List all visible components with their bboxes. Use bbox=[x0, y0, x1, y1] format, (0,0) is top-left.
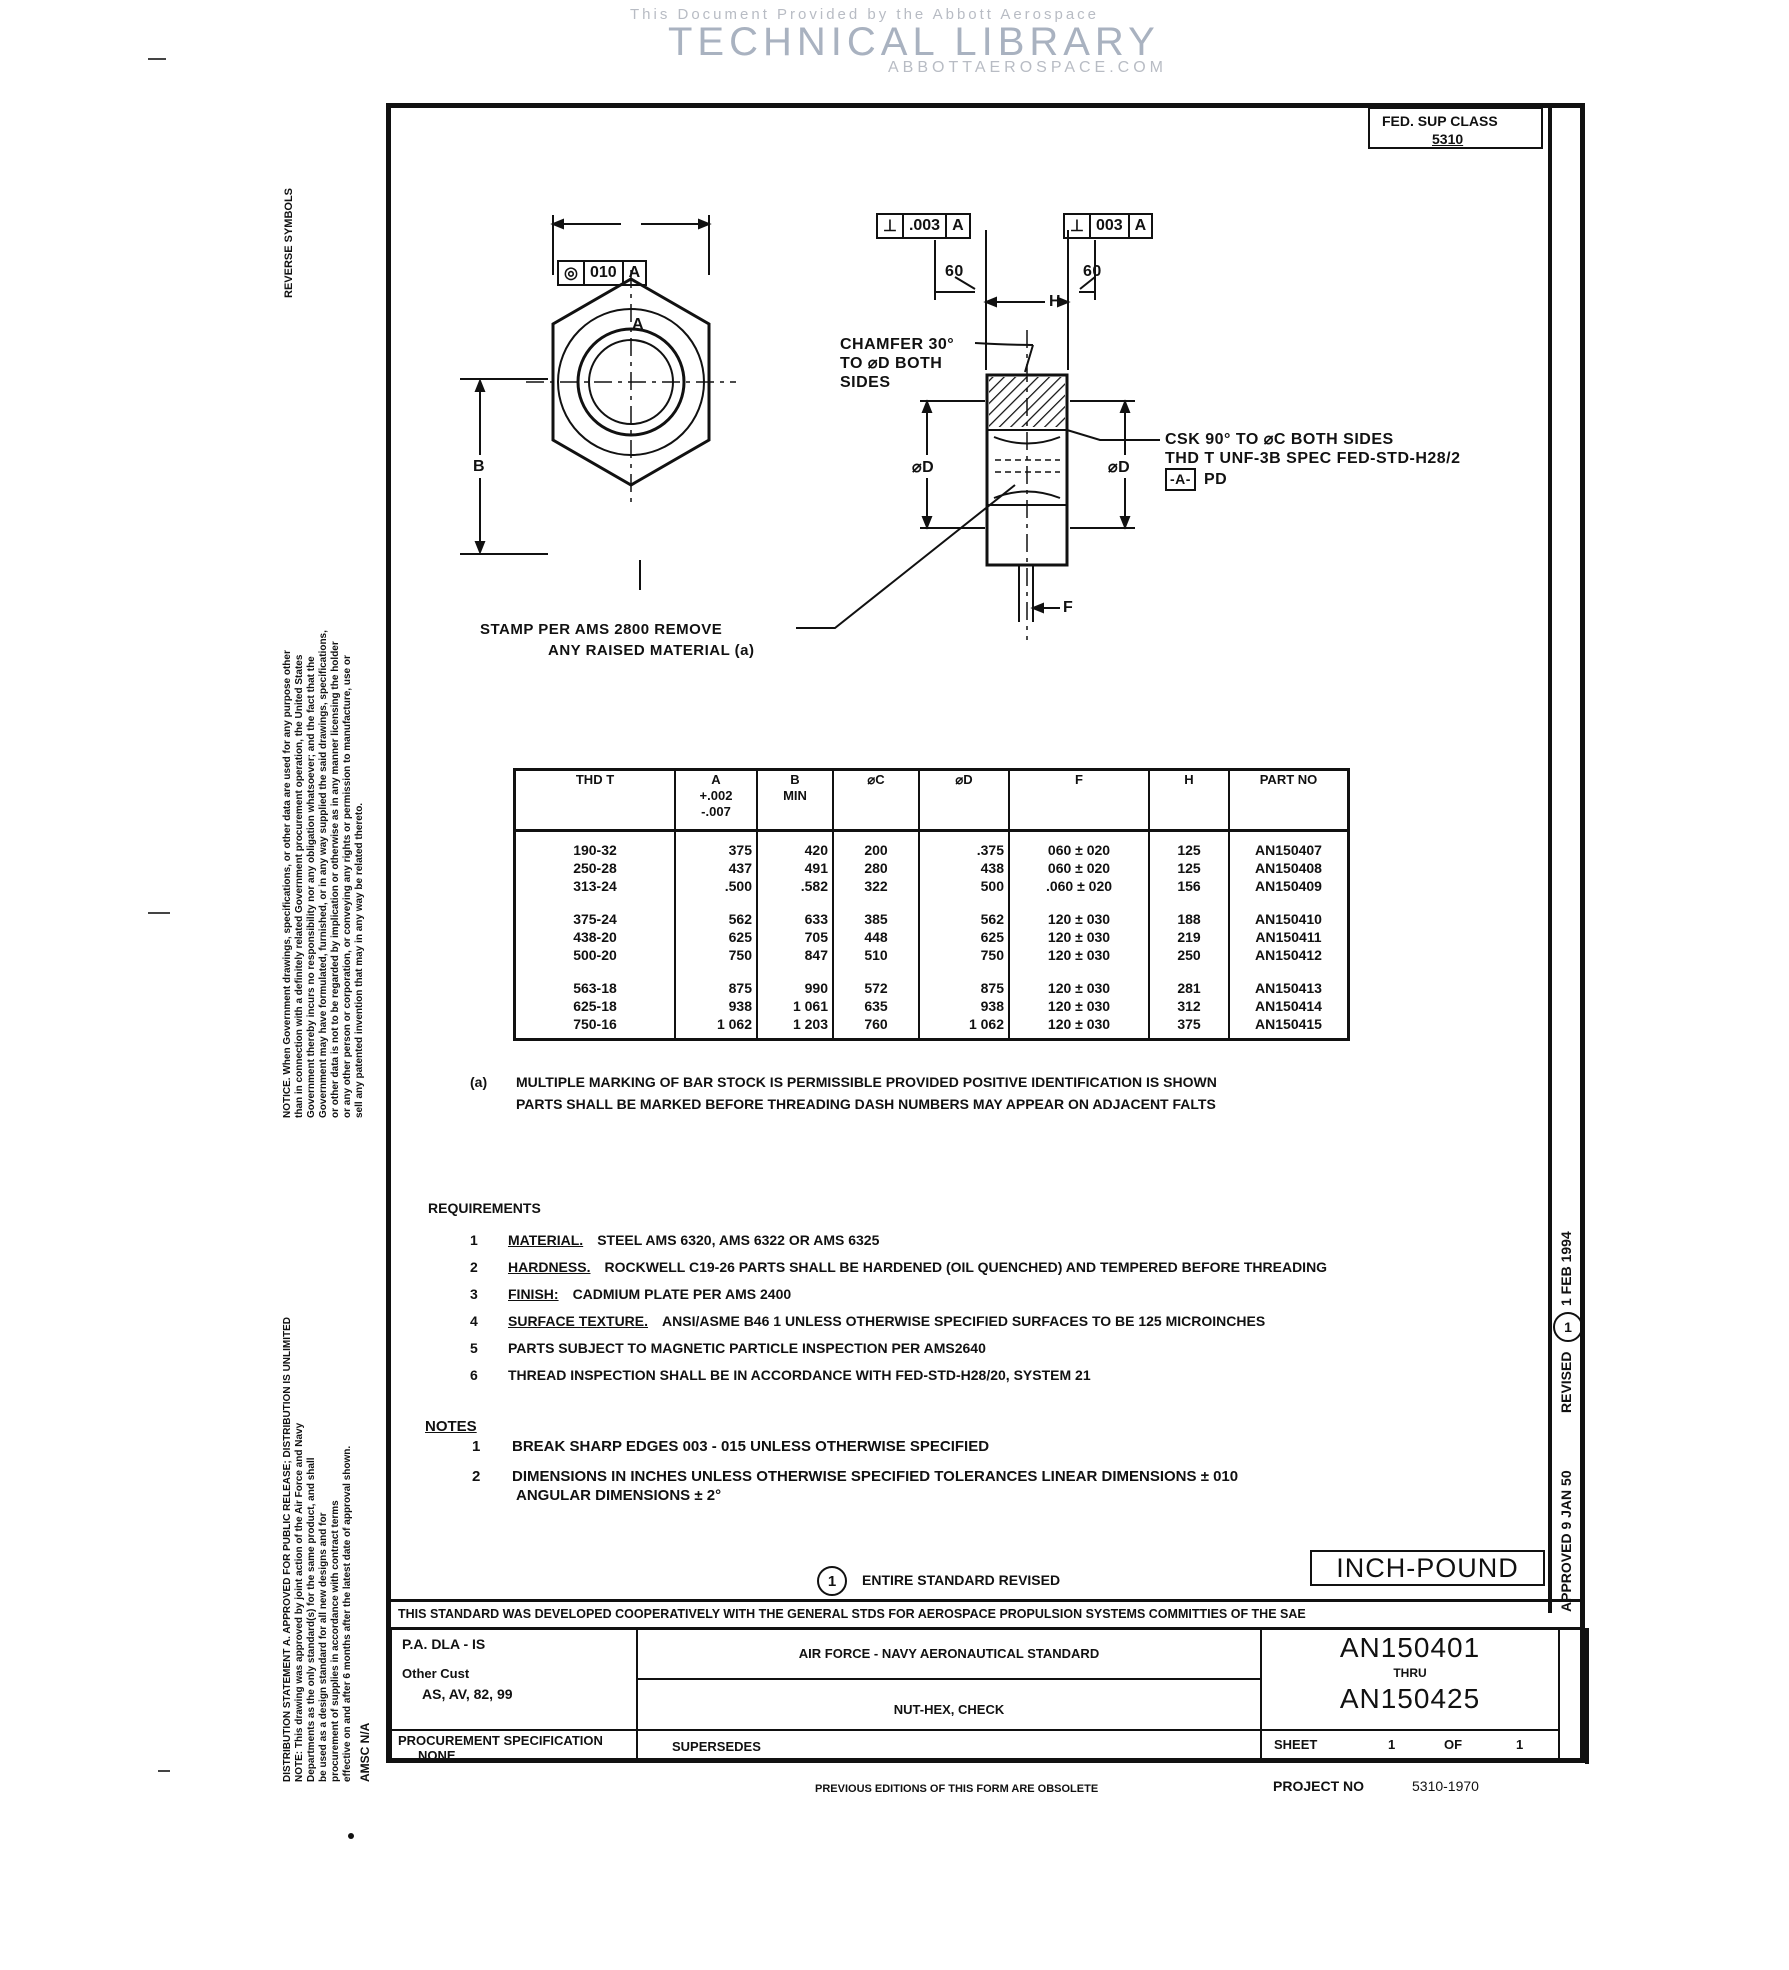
table-cell: 385 bbox=[833, 910, 919, 928]
table-cell: .500 bbox=[675, 877, 757, 910]
distribution-line: Departments as the only standard(s) for the same product, and shall bbox=[306, 1457, 317, 1782]
title-block-pa bbox=[390, 1628, 638, 1731]
concentricity-icon: ◎ bbox=[559, 262, 585, 284]
inch-pound-box: INCH-POUND bbox=[1310, 1550, 1545, 1586]
distribution-line: NOTE: This drawing was approved by joint action of the Air Force and Navy bbox=[294, 1422, 305, 1782]
table-cell: 125 bbox=[1149, 831, 1229, 860]
table-cell: 625 bbox=[675, 928, 757, 946]
table-cell: 625-18 bbox=[515, 997, 676, 1015]
title-block-number bbox=[1260, 1628, 1560, 1731]
table-cell: AN150412 bbox=[1229, 946, 1349, 979]
requirement-item bbox=[470, 1286, 791, 1302]
table-row bbox=[515, 997, 1349, 1015]
requirement-text: CADMIUM PLATE PER AMS 2400 bbox=[572, 1286, 792, 1302]
title-block-title bbox=[636, 1678, 1262, 1731]
chamfer-note-line: CHAMFER 30° bbox=[840, 336, 955, 353]
col-header-a: A +.002 -.007 bbox=[675, 770, 757, 831]
col-header-f: F bbox=[1009, 770, 1149, 831]
org-label: AIR FORCE - NAVY AERONAUTICAL STANDARD bbox=[798, 1646, 1100, 1661]
requirement-number: 3 bbox=[470, 1286, 478, 1302]
table-cell: 120 ± 030 bbox=[1009, 997, 1149, 1015]
table-cell: 188 bbox=[1149, 910, 1229, 928]
requirement-text: PARTS SUBJECT TO MAGNETIC PARTICLE INSPECTION PER AMS2640 bbox=[508, 1340, 986, 1356]
csk-note-line: CSK 90° TO ⌀C BOTH SIDES bbox=[1165, 431, 1394, 448]
table-cell: 1 062 bbox=[919, 1015, 1009, 1040]
stamp-note-line: ANY RAISED MATERIAL (a) bbox=[548, 642, 755, 659]
dim-a-label: A bbox=[632, 316, 645, 333]
dim-f-label: F bbox=[1063, 599, 1074, 616]
pa-label: P.A. DLA - IS bbox=[402, 1636, 486, 1652]
fcf-perpendicularity-right bbox=[1063, 213, 1153, 239]
revision-note: ENTIRE STANDARD REVISED bbox=[862, 1572, 1061, 1588]
fcf-concentricity bbox=[557, 260, 647, 286]
table-row bbox=[515, 928, 1349, 946]
notice-line: Government thereby incurs no responsibility nor any obligation whatsoever; and the fact that the bbox=[306, 656, 317, 1118]
watermark-title: TECHNICAL LIBRARY bbox=[668, 20, 1160, 64]
fcf-perpendicularity-left bbox=[876, 213, 971, 239]
requirement-text: ROCKWELL C19-26 PARTS SHALL BE HARDENED (OIL QUENCHED) AND TEMPERED BEFORE THREADING bbox=[604, 1259, 1328, 1275]
datum-a-box: -A- bbox=[1165, 468, 1196, 491]
fcf-datum: A bbox=[628, 264, 641, 281]
revision-circle: 1 bbox=[1553, 1312, 1583, 1342]
table-cell: 572 bbox=[833, 979, 919, 997]
document-title: NUT-HEX, CHECK bbox=[893, 1702, 1005, 1717]
chamfer-note-line: SIDES bbox=[840, 374, 891, 391]
sheet-total: 1 bbox=[1516, 1737, 1524, 1752]
table-cell: 875 bbox=[919, 979, 1009, 997]
table-cell: AN150407 bbox=[1229, 831, 1349, 860]
note-a-line1: MULTIPLE MARKING OF BAR STOCK IS PERMISSIBLE PROVIDED POSITIVE IDENTIFICATION IS SHOWN bbox=[516, 1074, 1217, 1090]
requirement-text: STEEL AMS 6320, AMS 6322 OR AMS 6325 bbox=[597, 1232, 880, 1248]
reverse-symbols-label: REVERSE SYMBOLS bbox=[283, 187, 295, 298]
proc-spec-value: NONE bbox=[418, 1748, 456, 1763]
table-cell: 120 ± 030 bbox=[1009, 946, 1149, 979]
of-label: OF bbox=[1444, 1737, 1463, 1752]
col-header-part-no: PART NO bbox=[1229, 770, 1349, 831]
fcf-datum: A bbox=[952, 217, 964, 234]
table-cell: 633 bbox=[757, 910, 833, 928]
project-number: 5310-1970 bbox=[1412, 1778, 1479, 1794]
cust-list: AS, AV, 82, 99 bbox=[422, 1686, 513, 1702]
fcf-value: .003 bbox=[904, 215, 947, 237]
col-header-c: ⌀C bbox=[833, 770, 919, 831]
table-cell: 750-16 bbox=[515, 1015, 676, 1040]
table-cell: 1 062 bbox=[675, 1015, 757, 1040]
table-cell: AN150413 bbox=[1229, 979, 1349, 997]
requirement-text: THREAD INSPECTION SHALL BE IN ACCORDANCE WITH FED-STD-H28/20, SYSTEM 21 bbox=[508, 1367, 1091, 1383]
table-cell: 312 bbox=[1149, 997, 1229, 1015]
table-row bbox=[515, 831, 1349, 860]
note-text-cont: ANGULAR DIMENSIONS ± 2° bbox=[516, 1487, 722, 1504]
table-cell: 060 ± 020 bbox=[1009, 859, 1149, 877]
notice-line: Government may have formulated, furnished, or in any way supplied the said drawings, specifications, bbox=[318, 630, 329, 1118]
table-cell: 491 bbox=[757, 859, 833, 877]
table-cell: 990 bbox=[757, 979, 833, 997]
note-text: BREAK SHARP EDGES 003 - 015 UNLESS OTHERWISE SPECIFIED bbox=[512, 1438, 990, 1455]
other-cust-label: Other Cust bbox=[402, 1666, 470, 1681]
table-cell: 120 ± 030 bbox=[1009, 1015, 1149, 1040]
table-cell: 760 bbox=[833, 1015, 919, 1040]
fcf-datum: A bbox=[1134, 217, 1147, 234]
table-cell: 190-32 bbox=[515, 831, 676, 860]
fcf-value: 003 bbox=[1091, 215, 1130, 237]
table-cell: 635 bbox=[833, 997, 919, 1015]
notice-line: sell any patented invention that may in any way be related thereto. bbox=[354, 802, 365, 1118]
requirement-number: 4 bbox=[470, 1313, 478, 1329]
requirement-key: HARDNESS. bbox=[508, 1259, 591, 1275]
project-label: PROJECT NO bbox=[1273, 1778, 1365, 1794]
table-cell: AN150409 bbox=[1229, 877, 1349, 910]
requirement-number: 6 bbox=[470, 1367, 478, 1383]
sheet-number: 1 bbox=[1388, 1737, 1396, 1752]
csk-note-line: THD T UNF-3B SPEC FED-STD-H28/2 bbox=[1165, 450, 1461, 467]
col-header-d: ⌀D bbox=[919, 770, 1009, 831]
divider bbox=[390, 1599, 1585, 1602]
table-cell: 420 bbox=[757, 831, 833, 860]
revised-date: 1 FEB 1994 bbox=[1558, 1231, 1574, 1306]
fcf-value: 010 bbox=[585, 262, 624, 284]
table-cell: AN150410 bbox=[1229, 910, 1349, 928]
table-cell: AN150414 bbox=[1229, 997, 1349, 1015]
notes-title: NOTES bbox=[425, 1418, 477, 1435]
table-cell: 322 bbox=[833, 877, 919, 910]
notice-line: than in connection with a definitely related Government procurement operation, the United States bbox=[294, 654, 305, 1118]
requirement-item bbox=[470, 1313, 1265, 1329]
frame-edge bbox=[1585, 1628, 1589, 1764]
col-header-h: H bbox=[1149, 770, 1229, 831]
amsc-label: AMSC N/A bbox=[358, 1722, 372, 1782]
table-cell: 875 bbox=[675, 979, 757, 997]
table-cell: AN150415 bbox=[1229, 1015, 1349, 1040]
table-cell: 705 bbox=[757, 928, 833, 946]
table-cell: 1 203 bbox=[757, 1015, 833, 1040]
doc-number-to: AN150425 bbox=[1339, 1683, 1481, 1714]
watermark-line1: This Document Provided by the Abbott Aerospace bbox=[630, 6, 1100, 23]
table-row bbox=[515, 910, 1349, 928]
table-cell: 938 bbox=[919, 997, 1009, 1015]
approved-date: APPROVED 9 JAN 50 bbox=[1558, 1470, 1574, 1612]
table-cell: 437 bbox=[675, 859, 757, 877]
title-block-supersedes bbox=[636, 1729, 1262, 1763]
table-cell: 562 bbox=[675, 910, 757, 928]
table-cell: 120 ± 030 bbox=[1009, 928, 1149, 946]
table-row bbox=[515, 979, 1349, 997]
note-number: 1 bbox=[472, 1438, 481, 1455]
table-cell: 750 bbox=[919, 946, 1009, 979]
requirement-text: ANSI/ASME B46 1 UNLESS OTHERWISE SPECIFIED SURFACES TO BE 125 MICROINCHES bbox=[662, 1313, 1266, 1329]
distribution-line: procurement of supplies in accordance with contract terms bbox=[330, 1500, 341, 1782]
requirement-item bbox=[470, 1259, 1327, 1275]
table-cell: 448 bbox=[833, 928, 919, 946]
proc-spec-label: PROCUREMENT SPECIFICATION bbox=[398, 1733, 603, 1748]
chamfer-note bbox=[840, 335, 954, 392]
table-cell: 500-20 bbox=[515, 946, 676, 979]
notice-line: NOTICE. When Government drawings, specifications, or other data are used for any purpose other bbox=[282, 650, 293, 1118]
pd-label: PD bbox=[1203, 471, 1228, 488]
thru-label: THRU bbox=[1393, 1666, 1427, 1680]
dim-d-right-label: ⌀D bbox=[1108, 459, 1131, 476]
table-cell: AN150408 bbox=[1229, 859, 1349, 877]
revised-label: REVISED bbox=[1558, 1351, 1574, 1413]
distribution-line: be used as a design standard for all new designs and for bbox=[318, 1512, 329, 1782]
notice-line: or any other person or corporation, or conveying any rights or permission to manufacture, use or bbox=[342, 655, 353, 1118]
title-block-proc-spec bbox=[390, 1729, 638, 1763]
table-cell: 1 061 bbox=[757, 997, 833, 1015]
dimensions-table bbox=[513, 768, 1350, 1041]
table-cell: 250-28 bbox=[515, 859, 676, 877]
sheet-label: SHEET bbox=[1274, 1737, 1318, 1752]
dim-d-left-label: ⌀D bbox=[912, 459, 935, 476]
note-number: 2 bbox=[472, 1468, 481, 1485]
notice-line: or other data is not to be regarded by implication or otherwise as in any manner licensing the holder bbox=[330, 641, 341, 1118]
table-cell: 281 bbox=[1149, 979, 1229, 997]
doc-number-from: AN150401 bbox=[1339, 1632, 1481, 1663]
table-row bbox=[515, 946, 1349, 979]
table-cell: 120 ± 030 bbox=[1009, 910, 1149, 928]
requirement-number: 5 bbox=[470, 1340, 478, 1356]
table-cell: 938 bbox=[675, 997, 757, 1015]
table-cell: 313-24 bbox=[515, 877, 676, 910]
table-row bbox=[515, 1015, 1349, 1040]
distribution-line: DISTRIBUTION STATEMENT A. APPROVED FOR PUBLIC RELEASE; DISTRIBUTION IS UNLIMITED bbox=[282, 1316, 293, 1782]
distribution-line: effective on and after 6 months after the latest date of approval shown. bbox=[342, 1445, 353, 1782]
fed-sup-class-value: 5310 bbox=[1432, 131, 1464, 147]
form-footer: PREVIOUS EDITIONS OF THIS FORM ARE OBSOLETE bbox=[815, 1783, 1099, 1795]
requirement-key: FINISH: bbox=[508, 1286, 559, 1302]
angle-right-label: 60 bbox=[1083, 263, 1102, 280]
requirement-item bbox=[470, 1232, 879, 1248]
col-header-thd: THD T bbox=[515, 770, 676, 831]
supersedes-label: SUPERSEDES bbox=[672, 1739, 761, 1754]
table-cell: 625 bbox=[919, 928, 1009, 946]
table-cell: 847 bbox=[757, 946, 833, 979]
table-cell: AN150411 bbox=[1229, 928, 1349, 946]
note-text: DIMENSIONS IN INCHES UNLESS OTHERWISE SPECIFIED TOLERANCES LINEAR DIMENSIONS ± 010 bbox=[512, 1468, 1239, 1485]
angle-left-label: 60 bbox=[945, 263, 964, 280]
table-cell: 156 bbox=[1149, 877, 1229, 910]
requirement-item bbox=[470, 1340, 986, 1356]
table-cell: 375 bbox=[675, 831, 757, 860]
fed-sup-class-label: FED. SUP CLASS bbox=[1382, 113, 1498, 129]
note-a-tag: (a) bbox=[470, 1074, 488, 1090]
table-cell: 500 bbox=[919, 877, 1009, 910]
chamfer-note-line: TO ⌀D BOTH bbox=[840, 355, 943, 372]
revision-circle: 1 bbox=[817, 1566, 847, 1596]
developed-note: THIS STANDARD WAS DEVELOPED COOPERATIVELY WITH THE GENERAL STDS FOR AEROSPACE PROPULSION SYSTEMS COMMITTIES OF THE SAE bbox=[398, 1607, 1306, 1621]
requirement-number: 2 bbox=[470, 1259, 478, 1275]
requirements-title: REQUIREMENTS bbox=[428, 1200, 541, 1216]
table-body bbox=[515, 831, 1349, 1040]
table-cell: 563-18 bbox=[515, 979, 676, 997]
table-cell: 060 ± 020 bbox=[1009, 831, 1149, 860]
table-cell: 438-20 bbox=[515, 928, 676, 946]
table-cell: 120 ± 030 bbox=[1009, 979, 1149, 997]
requirement-item bbox=[470, 1367, 1091, 1383]
title-block-sheet bbox=[1260, 1729, 1560, 1763]
table-cell: 125 bbox=[1149, 859, 1229, 877]
table-cell: 375-24 bbox=[515, 910, 676, 928]
requirement-key: SURFACE TEXTURE. bbox=[508, 1313, 649, 1329]
requirement-key: MATERIAL. bbox=[508, 1232, 584, 1248]
stamp-note bbox=[480, 619, 755, 661]
csk-note bbox=[1165, 430, 1461, 491]
perpendicular-icon: ⊥ bbox=[878, 215, 904, 237]
table-cell: .582 bbox=[757, 877, 833, 910]
table-cell: 280 bbox=[833, 859, 919, 877]
table-header-row bbox=[515, 770, 1349, 831]
perpendicular-icon: ⊥ bbox=[1065, 215, 1091, 237]
table-cell: 200 bbox=[833, 831, 919, 860]
watermark-url: ABBOTTAEROSPACE.COM bbox=[888, 59, 1167, 76]
table-row bbox=[515, 877, 1349, 910]
table-cell: 438 bbox=[919, 859, 1009, 877]
table-row bbox=[515, 859, 1349, 877]
note-a-line2: PARTS SHALL BE MARKED BEFORE THREADING DASH NUMBERS MAY APPEAR ON ADJACENT FALTS bbox=[516, 1096, 1216, 1112]
dim-h-label: H bbox=[1049, 293, 1062, 310]
dim-b-label: B bbox=[473, 458, 486, 475]
table-cell: 750 bbox=[675, 946, 757, 979]
table-cell: .375 bbox=[919, 831, 1009, 860]
table-cell: .060 ± 020 bbox=[1009, 877, 1149, 910]
table-cell: 250 bbox=[1149, 946, 1229, 979]
requirement-number: 1 bbox=[470, 1232, 478, 1248]
table-cell: 510 bbox=[833, 946, 919, 979]
table-cell: 219 bbox=[1149, 928, 1229, 946]
title-block-org bbox=[636, 1628, 1262, 1680]
stamp-note-line: STAMP PER AMS 2800 REMOVE bbox=[480, 621, 723, 638]
col-header-b: B MIN bbox=[757, 770, 833, 831]
table-cell: 562 bbox=[919, 910, 1009, 928]
table-cell: 375 bbox=[1149, 1015, 1229, 1040]
